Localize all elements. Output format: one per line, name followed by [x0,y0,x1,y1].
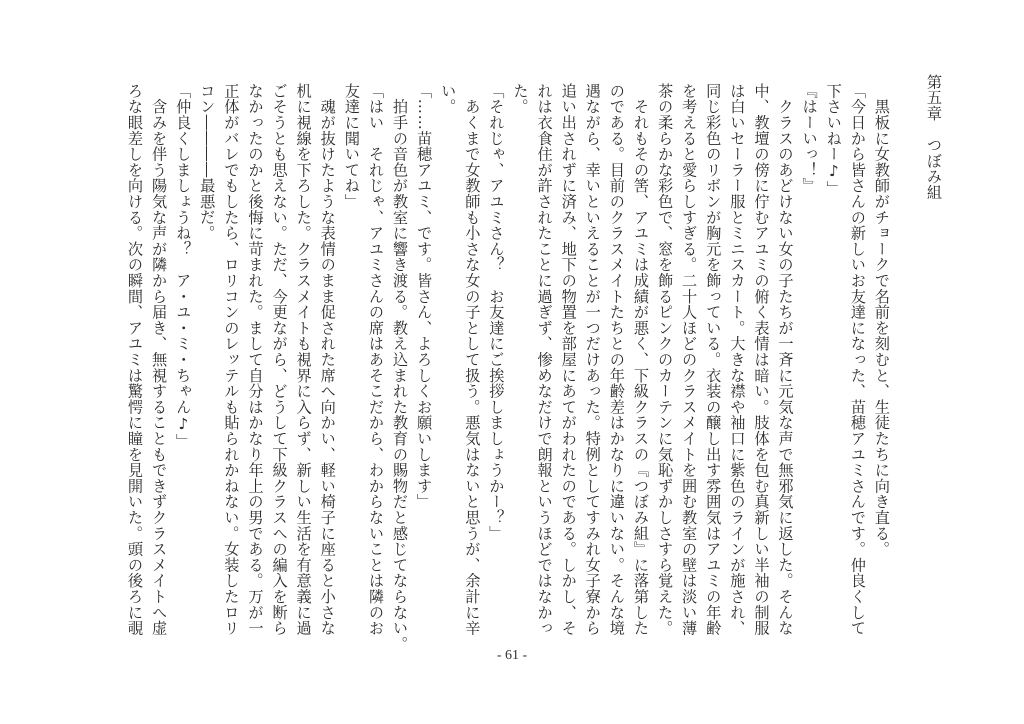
text-line: 魂が抜けたような表情のまま促された席へ向かい、軽い椅子に座ると小さな [318,83,337,636]
text-line: 正体がバレでもしたら、ロリコンのレッテルも貼られかねない。女装したロリ [222,83,241,636]
text-line: 机に視線を下ろした。クラスメイトも視界に入らず、新しい生活を有意義に過 [294,83,313,636]
text-line: あくまで女教師も小さな女の子として扱う。悪気はないと思うが、余計に辛 [463,83,482,636]
text-line: 「……苗穂アユミ、です。皆さん、よろしくお願いします」 [415,83,434,510]
text-line: 追い出されずに済み、地下の物置を部屋にあてがわれたのである。しかし、そ [559,83,578,636]
text-line: 中、教壇の傍に佇むアユミの俯く表情は暗い。肢体を包む真新しい半袖の制服 [752,83,771,636]
text-line: ごそうとも思えない。ただ、今更ながら、どうして下級クラスへの編入を断ら [270,83,289,636]
text-line: れは衣食住が許されたことに過ぎず、惨めなだけで朗報というほどではなかっ [535,83,554,636]
text-line: それもその筈、アユミは成績が悪く、下級クラスの『つぼみ組』に落第した [631,83,650,636]
text-line: 下さいねー♪」 [824,83,843,197]
text-line: ろな眼差しを向ける。次の瞬間、アユミは驚愕に瞳を見開いた。頭の後ろに覗 [126,83,144,636]
text-line: た。 [511,83,530,115]
text-line: 黒板に女教師がチョークで名前を刻むと、生徒たちに向き直る。 [872,83,891,557]
text-line: コン――――最悪だ。 [198,83,217,241]
text-line: 友達に聞いてね」 [342,83,361,210]
text-line: 『はーいっ！』 [800,83,819,194]
title-spacer [894,74,922,634]
text-line: 「仲良くしましょうね？ ア・ユ・ミ・ちゃん♪」 [174,83,193,450]
text-line: なかったのかと後悔に苛まれた。まして自分はかなり年上の男である。万が一 [246,83,265,636]
page-number: - 61 - [496,648,528,663]
text-line: 「はい それじゃ、アユミさんの席はあそこだから、わからないことは隣のお [366,83,385,636]
chapter-title: 第五章 つぼみ組 [925,74,943,201]
text-line: 同じ彩色のリボンが胸元を飾っている。衣装の醸し出す雰囲気はアユミの年齢 [704,83,723,636]
text-line: い。 [439,83,458,115]
text-line: 「それじゃ、アユミさん？ お友達にご挨拶しましょうかー？」 [487,83,506,542]
text-line: を考えると愛らしすぎる。二十人ほどのクラスメイトを囲む教室の壁は淡い薄 [680,83,699,636]
text-line: 茶の柔らかな彩色で、窓を飾るピンクのカーテンに気恥ずかしさすら覚えた。 [656,83,675,636]
vertical-text-body [123,74,946,652]
text-line: 遇ながら、幸いといえることが一つだけあった。特例としてすみれ女子寮から [583,83,602,636]
text-line: クラスのあどけない女の子たちが一斉に元気な声で無邪気に返した。そんな [776,83,795,636]
text-line: 含みを伴う陽気な声が隣から届き、無視することもできずクラスメイトへ虚 [150,83,169,636]
text-line: 拍手の音色が教室に響き渡る。教え込まれた教育の賜物だと感じてならない。 [391,83,410,652]
text-line: は白いセーラー服とミニスカート。大きな襟や袖口に紫色のラインが施され、 [728,83,747,636]
text-line: のである。目前のクラスメイトたちとの年齢差はかなりに違いない。そんな境 [607,83,626,636]
text-line: 「今日から皆さんの新しいお友達になった、苗穂アユミさんです。仲良くして [848,83,867,636]
